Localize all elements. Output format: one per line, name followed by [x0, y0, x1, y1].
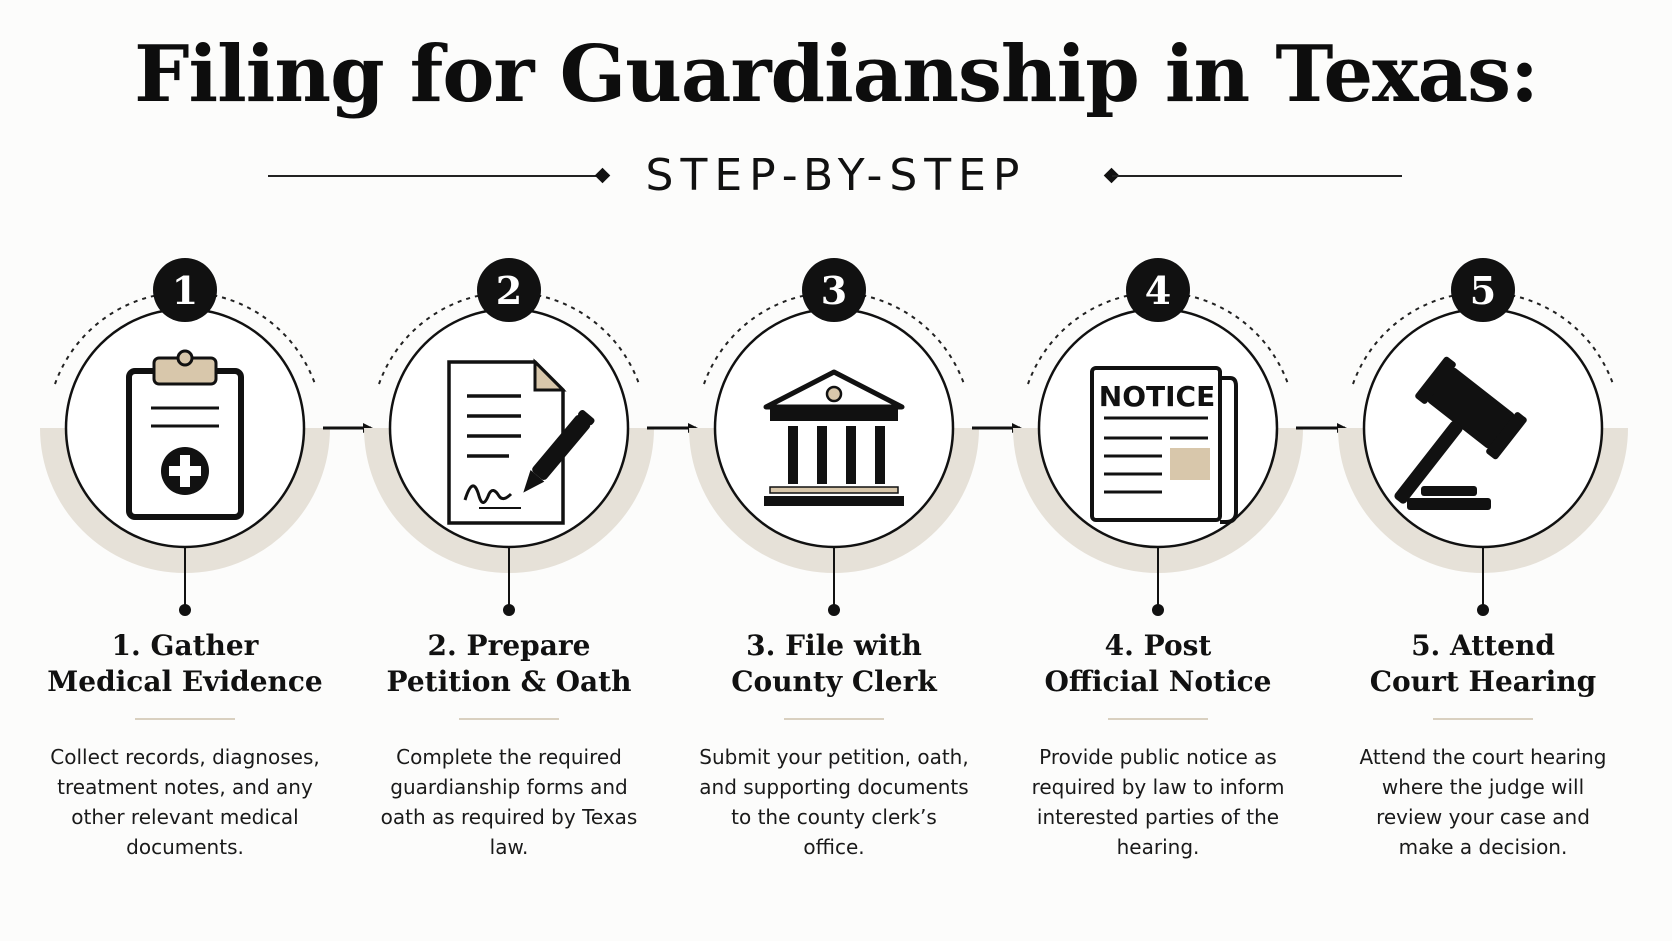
step-1-description: Collect records, diagnoses, treatment notes, and any other relevant medical documents. — [50, 745, 320, 859]
step-2-title-line1: 2. Prepare — [427, 629, 591, 662]
courthouse-base — [764, 496, 904, 506]
step-4-title — [1008, 628, 1308, 700]
step-5-title-line1: 5. Attend — [1411, 629, 1555, 662]
step-2-title — [359, 628, 659, 700]
sound-block-base — [1407, 498, 1491, 510]
newspaper-photo — [1170, 448, 1210, 480]
notice-headline: NOTICE — [1098, 380, 1216, 413]
step-1-title-line2: Medical Evidence — [47, 665, 323, 698]
step-2-text — [359, 628, 659, 862]
step-4-title-line1: 4. Post — [1104, 629, 1212, 662]
step-4-title-line2: Official Notice — [1044, 665, 1272, 698]
step-3-title-line1: 3. File with — [746, 629, 922, 662]
step-3-connector-dot — [828, 604, 840, 616]
step-5-text — [1333, 628, 1633, 862]
step-2-number: 2 — [495, 268, 523, 313]
newspaper-notice-icon — [1092, 368, 1236, 522]
step-1-title-line1: 1. Gather — [111, 629, 259, 662]
step-4-divider — [1108, 718, 1208, 720]
step-3-circle — [715, 309, 953, 547]
courthouse-column — [846, 426, 856, 484]
step-2-description: Complete the required guardianship forms and oath as required by Texas law. — [380, 745, 638, 859]
step-1-title — [35, 628, 335, 700]
step-3-title-line2: County Clerk — [731, 665, 937, 698]
step-5-number: 5 — [1469, 268, 1497, 313]
step-1-number: 1 — [171, 268, 199, 313]
page-title: Filing for Guardianship in Texas: — [134, 29, 1538, 120]
step-5-connector-dot — [1477, 604, 1489, 616]
courthouse-emblem — [827, 387, 841, 401]
step-5-title — [1333, 628, 1633, 700]
courthouse-entablature — [770, 409, 898, 421]
step-3-node — [702, 258, 966, 616]
step-4-description: Provide public notice as required by law to inform interested parties of the hearing. — [1031, 745, 1285, 859]
step-5-title-line2: Court Hearing — [1369, 665, 1597, 698]
step-4-connector-dot — [1152, 604, 1164, 616]
step-3-text — [684, 628, 984, 862]
step-3-description: Submit your petition, oath, and supporting documents to the county clerk’s office. — [699, 745, 969, 859]
courthouse-step — [770, 487, 898, 493]
step-5-description: Attend the court hearing where the judge will review your case and make a decision. — [1359, 745, 1607, 859]
step-2-divider — [459, 718, 559, 720]
step-3-number: 3 — [820, 268, 848, 313]
step-2-title-line2: Petition & Oath — [386, 665, 632, 698]
clipboard-board — [129, 371, 241, 517]
newspaper-back-page — [1220, 378, 1236, 522]
courthouse-column — [817, 426, 827, 484]
step-4-node — [1026, 258, 1290, 616]
clipboard-clip-ring — [178, 351, 192, 365]
courthouse-column — [788, 426, 798, 484]
step-5-divider — [1433, 718, 1533, 720]
step-3-title — [684, 628, 984, 700]
sound-block-top — [1421, 486, 1477, 496]
step-5-node — [1351, 258, 1615, 616]
step-3-divider — [784, 718, 884, 720]
step-1-divider — [135, 718, 235, 720]
courthouse-column — [875, 426, 885, 484]
medical-cross-horizontal — [169, 466, 201, 476]
step-1-text — [35, 628, 335, 862]
step-4-text — [1008, 628, 1308, 862]
step-1-connector-dot — [179, 604, 191, 616]
step-1-node — [53, 258, 317, 616]
subtitle: STEP-BY-STEP — [645, 150, 1027, 201]
clipboard-medical-icon — [129, 351, 241, 517]
step-4-number: 4 — [1144, 268, 1172, 313]
step-2-connector-dot — [503, 604, 515, 616]
step-2-node — [377, 258, 641, 616]
